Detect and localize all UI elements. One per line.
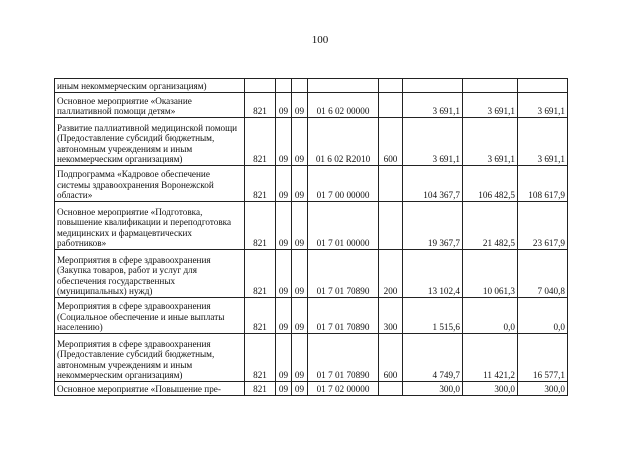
amount-year-2 <box>463 79 518 93</box>
section-code: 09 <box>276 382 292 396</box>
amount-year-3: 108 617,9 <box>518 166 568 202</box>
row-name: Основное мероприятие «Повышение пре- <box>55 382 245 396</box>
target-code: 01 6 02 R2010 <box>308 118 379 166</box>
target-code <box>308 79 379 93</box>
row-name: иным некоммерческим организациям) <box>55 79 245 93</box>
table-row <box>55 202 568 250</box>
row-name: Основное мероприятие «Подготовка, повышение квалификации и переподготовка медицинских и фармацевтических работников» <box>55 202 245 250</box>
amount-year-2: 3 691,1 <box>463 118 518 166</box>
amount-year-3 <box>518 79 568 93</box>
amount-year-1: 3 691,1 <box>403 118 463 166</box>
amount-year-3: 7 040,8 <box>518 250 568 298</box>
section-code <box>276 79 292 93</box>
subsection-code: 09 <box>292 382 308 396</box>
page-number: 100 <box>311 34 329 46</box>
table-row <box>55 118 568 166</box>
budget-table <box>54 78 568 396</box>
table-row <box>55 93 568 118</box>
expense-kind: 200 <box>379 250 403 298</box>
subsection-code: 09 <box>292 93 308 118</box>
target-code: 01 6 02 00000 <box>308 93 379 118</box>
row-name: Мероприятия в сфере здравоохранения (Закупка товаров, работ и услуг для обеспечения государственных (муниципальных) нужд) <box>55 250 245 298</box>
ministry-code: 821 <box>245 334 276 382</box>
amount-year-3: 0,0 <box>518 298 568 334</box>
ministry-code: 821 <box>245 166 276 202</box>
table-row <box>55 298 568 334</box>
section-code: 09 <box>276 166 292 202</box>
amount-year-2: 300,0 <box>463 382 518 396</box>
target-code: 01 7 01 00000 <box>308 202 379 250</box>
amount-year-3: 300,0 <box>518 382 568 396</box>
expense-kind <box>379 93 403 118</box>
expense-kind <box>379 382 403 396</box>
amount-year-1: 104 367,7 <box>403 166 463 202</box>
amount-year-1: 1 515,6 <box>403 298 463 334</box>
amount-year-2: 106 482,5 <box>463 166 518 202</box>
subsection-code: 09 <box>292 166 308 202</box>
subsection-code: 09 <box>292 250 308 298</box>
ministry-code <box>245 79 276 93</box>
subsection-code: 09 <box>292 118 308 166</box>
expense-kind <box>379 79 403 93</box>
amount-year-1: 4 749,7 <box>403 334 463 382</box>
target-code: 01 7 02 00000 <box>308 382 379 396</box>
ministry-code: 821 <box>245 382 276 396</box>
amount-year-1: 13 102,4 <box>403 250 463 298</box>
target-code: 01 7 01 70890 <box>308 298 379 334</box>
subsection-code <box>292 79 308 93</box>
expense-kind <box>379 166 403 202</box>
section-code: 09 <box>276 93 292 118</box>
target-code: 01 7 01 70890 <box>308 334 379 382</box>
table-row <box>55 382 568 396</box>
amount-year-2: 10 061,3 <box>463 250 518 298</box>
ministry-code: 821 <box>245 118 276 166</box>
amount-year-2: 21 482,5 <box>463 202 518 250</box>
table-row <box>55 79 568 93</box>
table-row <box>55 166 568 202</box>
amount-year-3: 3 691,1 <box>518 93 568 118</box>
amount-year-3: 23 617,9 <box>518 202 568 250</box>
amount-year-3: 3 691,1 <box>518 118 568 166</box>
amount-year-1 <box>403 79 463 93</box>
section-code: 09 <box>276 298 292 334</box>
target-code: 01 7 01 70890 <box>308 250 379 298</box>
row-name: Основное мероприятие «Оказание паллиативной помощи детям» <box>55 93 245 118</box>
expense-kind <box>379 202 403 250</box>
row-name: Подпрограмма «Кадровое обеспечение системы здравоохранения Воронежской области» <box>55 166 245 202</box>
amount-year-1: 300,0 <box>403 382 463 396</box>
row-name: Мероприятия в сфере здравоохранения (Социальное обеспечение и иные выплаты населению) <box>55 298 245 334</box>
table-row <box>55 334 568 382</box>
row-name: Развитие паллиативной медицинской помощи (Предоставление субсидий бюджетным, автономным учреждениям и иным некоммерческим организациям) <box>55 118 245 166</box>
expense-kind: 300 <box>379 298 403 334</box>
table-row <box>55 250 568 298</box>
ministry-code: 821 <box>245 298 276 334</box>
expense-kind: 600 <box>379 118 403 166</box>
section-code: 09 <box>276 202 292 250</box>
row-name: Мероприятия в сфере здравоохранения (Предоставление субсидий бюджетным, автономным учреждениям и иным некоммерческим организациям) <box>55 334 245 382</box>
target-code: 01 7 00 00000 <box>308 166 379 202</box>
amount-year-2: 11 421,2 <box>463 334 518 382</box>
section-code: 09 <box>276 334 292 382</box>
amount-year-2: 0,0 <box>463 298 518 334</box>
amount-year-1: 19 367,7 <box>403 202 463 250</box>
expense-kind: 600 <box>379 334 403 382</box>
subsection-code: 09 <box>292 202 308 250</box>
ministry-code: 821 <box>245 93 276 118</box>
amount-year-3: 16 577,1 <box>518 334 568 382</box>
section-code: 09 <box>276 118 292 166</box>
subsection-code: 09 <box>292 334 308 382</box>
subsection-code: 09 <box>292 298 308 334</box>
amount-year-1: 3 691,1 <box>403 93 463 118</box>
amount-year-2: 3 691,1 <box>463 93 518 118</box>
ministry-code: 821 <box>245 250 276 298</box>
ministry-code: 821 <box>245 202 276 250</box>
section-code: 09 <box>276 250 292 298</box>
